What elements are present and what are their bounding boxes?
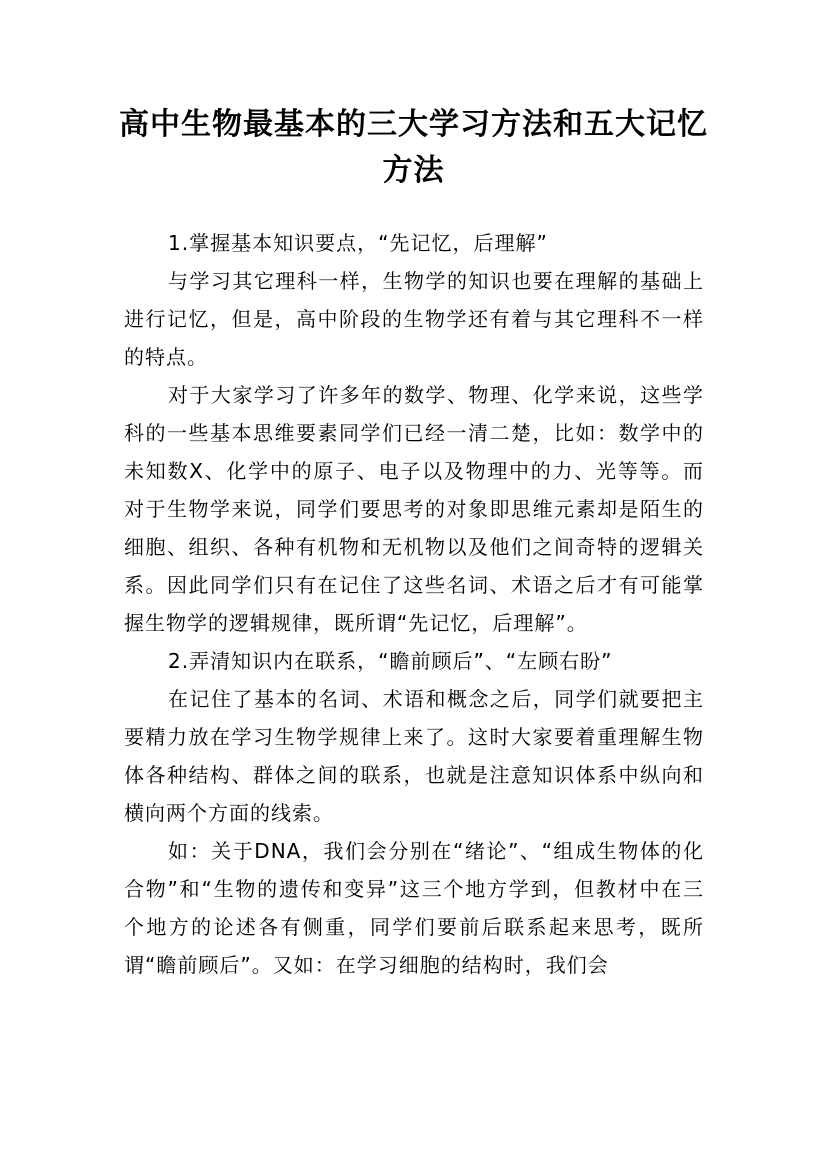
paragraph: 如：关于DNA，我们会分别在“绪论”、“组成生物体的化合物”和“生物的遗传和变异”这三个地方学到，但教材中在三个地方的论述各有侧重，同学们要前后联系起来思考，既所谓“瞻前顾后”。又如：在学习细胞的结构时，我们会 [124, 839, 704, 977]
section-heading-2: 2.弄清知识内在联系，“瞻前顾后”、“左顾右盼” [168, 649, 613, 673]
paragraph: 对于大家学习了许多年的数学、物理、化学来说，这些学科的一些基本思维要素同学们已经一清二楚，比如：数学中的未知数X、化学中的原子、电子以及物理中的力、光等等。而对于生物学来说，同学们要思考的对象即思维元素却是陌生的细胞、组织、各种有机物和无机物以及他们之间奇特的逻辑关系。因此同学们只有在记住了这些名词、术语之后才有可能掌握生物学的逻辑规律，既所谓“先记忆，后理解”。 [124, 383, 704, 635]
section-heading-1: 1.掌握基本知识要点，“先记忆，后理解” [168, 231, 548, 255]
document-body [124, 224, 704, 984]
document-title: 高中生物最基本的三大学习方法和五大记忆方法 [119, 107, 708, 188]
paragraph: 在记住了基本的名词、术语和概念之后，同学们就要把主要精力放在学习生物学规律上来了。这时大家要着重理解生物体各种结构、群体之间的联系，也就是注意知识体系中纵向和横向两个方面的线索。 [124, 687, 704, 825]
paragraph: 与学习其它理科一样，生物学的知识也要在理解的基础上进行记忆，但是，高中阶段的生物学还有着与其它理科不一样的特点。 [124, 269, 704, 369]
